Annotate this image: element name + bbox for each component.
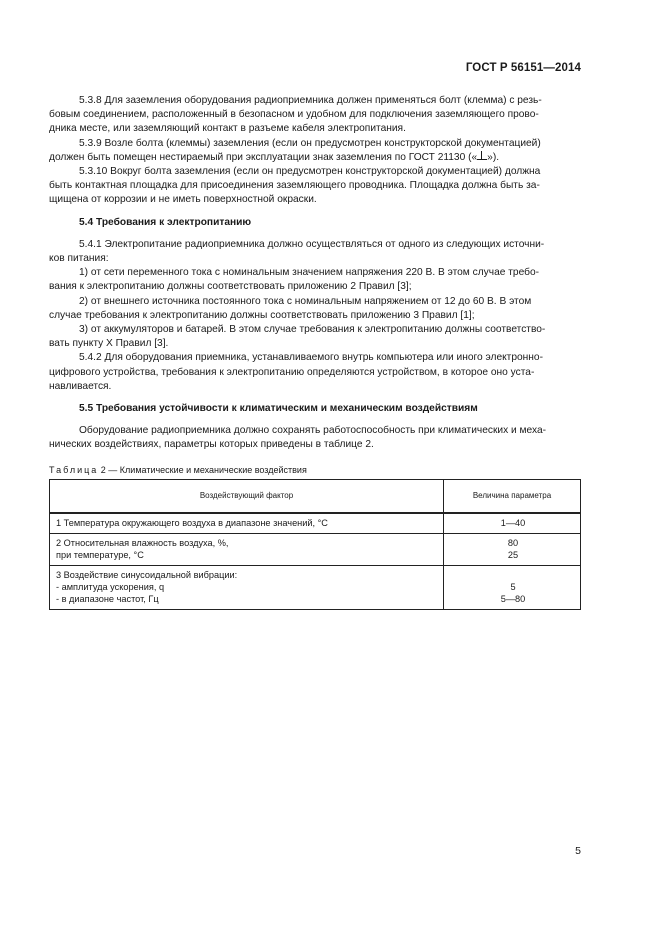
table-cell-factor: 3 Воздействие синусоидальной вибрации: - амплитуда ускорения, q - в диапазоне частот, Гц [50,565,444,609]
section-heading-5-4: 5.4 Требования к электропитанию [79,216,252,228]
paragraph-5-3-9-text: 5.3.9 Возле болта (клеммы) заземления (если он предусмотрен конструкторской документацией) должен быть помещен нестираемый при эксплуатации знак заземления по ГОСТ 21130 (« [49,137,541,163]
table-row [50,513,581,534]
paragraph-5-5: Оборудование радиоприемника должно сохранять работоспособность при климатических и меха- нических воздействиях, параметры которых приведены в таблице 2. [49,425,547,451]
climate-table [49,479,581,610]
list-item-2: 2) от внешнего источника постоянного тока с номинальным напряжением от 12 до 60 В. В этом случае требования к электропитанию должны соответствовать приложению 3 Правил [1]; [49,295,532,321]
section-heading-5-5: 5.5 Требования устойчивости к климатическим и механическим воздействиям [79,403,478,415]
paragraph-5-4-1: 5.4.1 Электропитание радиоприемника должно осуществляться от одного из следующих источни- ков питания: [49,238,545,265]
table-cell-factor: 2 Относительная влажность воздуха, %, при температуре, °С [50,533,444,565]
table-caption [49,465,581,475]
table-cell-value: 80 25 [444,533,581,565]
list-item-1: 1) от сети переменного тока с номинальным значением напряжения 220 В. В этом случае требо- вания к электропитанию должны соответствовать приложению 2 Правил [3]; [49,267,540,293]
table-header-value: Величина параметра [444,479,581,513]
paragraph-5-3-10: 5.3.10 Вокруг болта заземления (если он предусмотрен конструкторской документацией) должна быть контактная площадка для присоединения заземляющего проводника. Площадка должна быть за- щищена от коррозии и не иметь поверхностной окраски. [49,166,541,206]
table-caption-text: 2 — Климатические и механические воздействия [98,464,307,475]
table-cell-factor: 1 Температура окружающего воздуха в диапазоне значений, °С [50,513,444,534]
list-item-3: 3) от аккумуляторов и батарей. В этом случае требования к электропитанию должны соответство- вать пункту X Правил [3]. [49,324,546,350]
page-number: 5 [575,845,581,857]
ground-symbol-icon [477,151,487,161]
table-header-factor: Воздействующий фактор [50,479,444,513]
paragraph-5-3-8: 5.3.8 Для заземления оборудования радиоприемника должен применяться болт (клемма) с резь- бовым соединением, расположенный в безопасном и удобном для подключения заземляющего прово- дника месте, или заземляющий контакт в разъеме кабеля электропитания. [49,95,542,135]
table-row [50,533,581,565]
document-body [49,94,581,610]
table-cell-value: 5 5—80 [444,565,581,609]
paragraph-5-4-2: 5.4.2 Для оборудования приемника, устанавливаемого внутрь компьютера или иного электронно- цифрового устройства, требования к электропитанию определяются устройством, в которое оно уста- навливается. [49,352,543,392]
paragraph-5-3-9 [49,137,581,165]
table-row [50,565,581,609]
table-cell-value: 1—40 [444,513,581,534]
paragraph-5-3-9-end: »). [487,151,500,163]
standard-id: ГОСТ Р 56151—2014 [465,62,581,74]
table-caption-label: Таблица [49,464,99,475]
